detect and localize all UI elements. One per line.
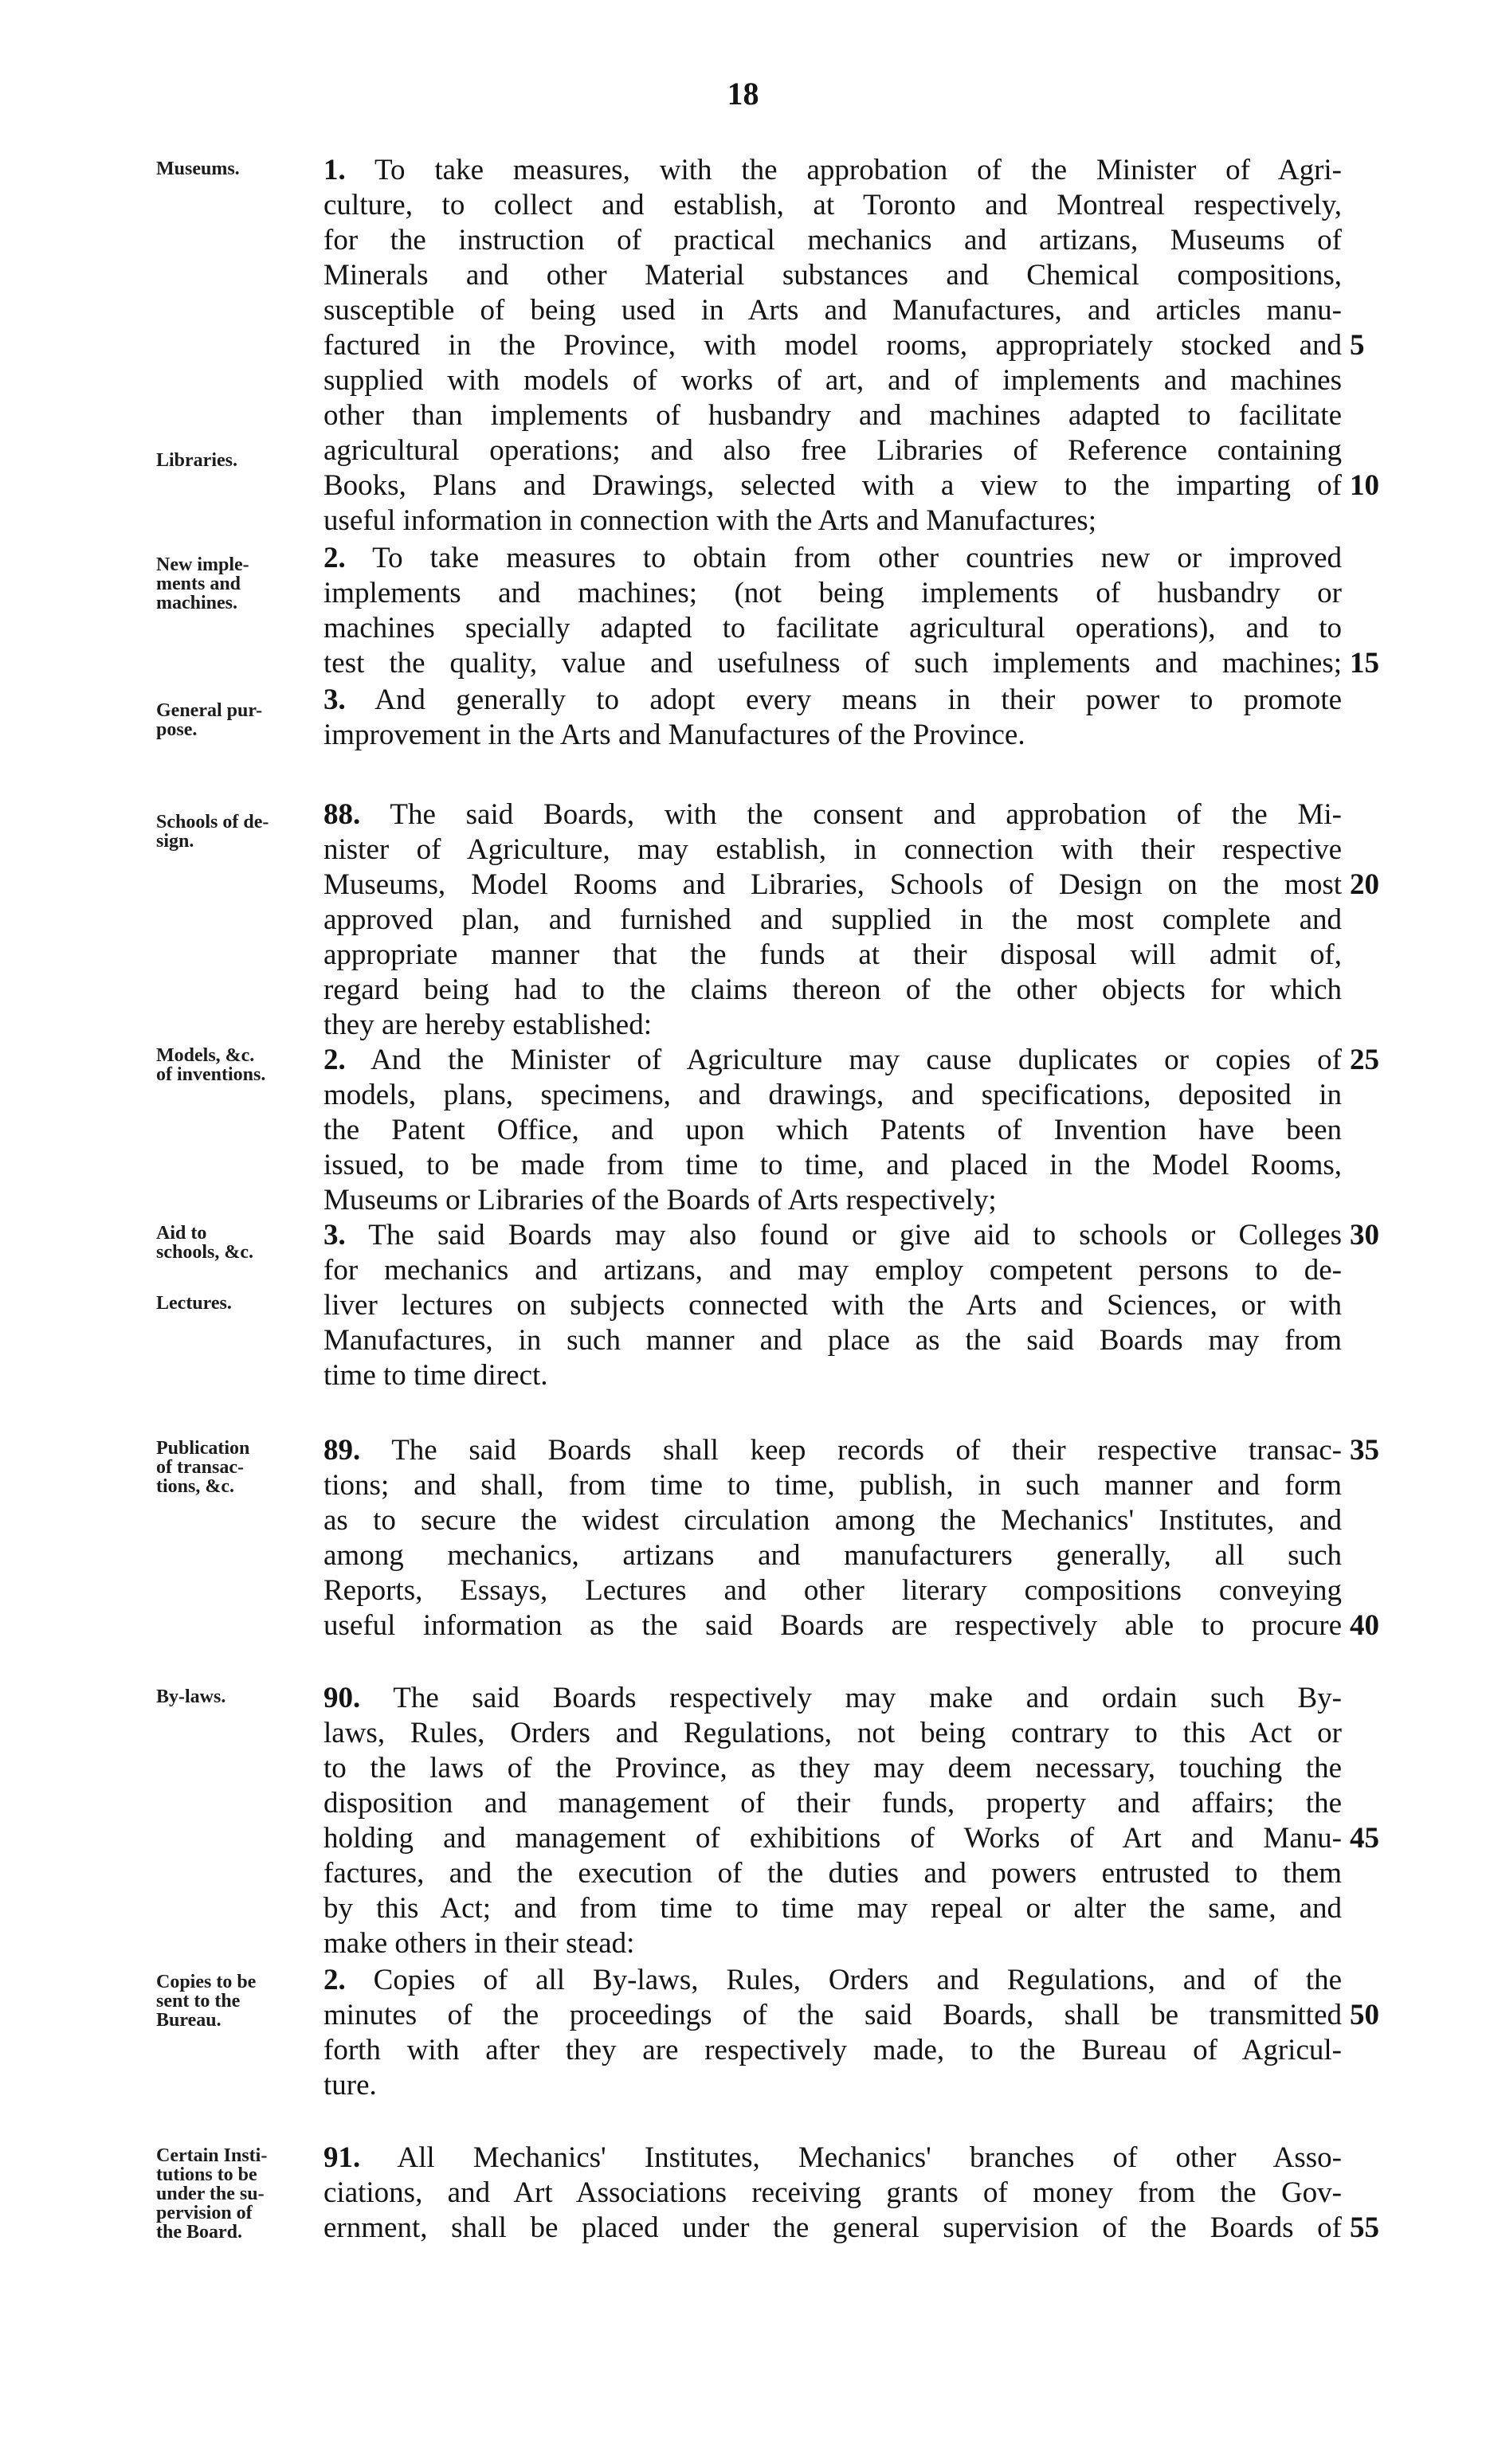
text-line: ciations, and Art Associations receiving grants of money from the Gov- bbox=[323, 2176, 1342, 2209]
text-line: 3. And generally to adopt every means in their power to promote bbox=[323, 684, 1342, 716]
line-number: 50 bbox=[1350, 1999, 1379, 2031]
text-line: 88. The said Boards, with the consent and approbation of the Mi- bbox=[323, 798, 1342, 831]
text-line: forth with after they are respectively made, to the Bureau of Agricul- bbox=[323, 2034, 1342, 2066]
text-line: 3. The said Boards may also found or give aid to schools or Colleges bbox=[323, 1219, 1342, 1252]
text-line: culture, to collect and establish, at Toronto and Montreal respectively, bbox=[323, 189, 1342, 221]
margin-note-general-purpose: General pur- pose. bbox=[156, 700, 263, 740]
line-number: 30 bbox=[1350, 1219, 1379, 1252]
text-line: 90. The said Boards respectively may make and ordain such By- bbox=[323, 1682, 1342, 1714]
line-number: 35 bbox=[1350, 1434, 1379, 1467]
text-line: models, plans, specimens, and drawings, and specifications, deposited in bbox=[323, 1079, 1342, 1111]
text-line: liver lectures on subjects connected with the Arts and Sciences, or with bbox=[323, 1289, 1342, 1322]
line-number: 15 bbox=[1350, 647, 1379, 680]
text-line: time to time direct. bbox=[323, 1359, 548, 1392]
margin-note-museums: Museums. bbox=[156, 159, 240, 179]
text-line: regard being had to the claims thereon of the other objects for which bbox=[323, 973, 1342, 1006]
text-line: for the instruction of practical mechanics and artizans, Museums of bbox=[323, 224, 1342, 257]
text-line: agricultural operations; and also free Libraries of Reference containing bbox=[323, 434, 1342, 467]
line-number: 45 bbox=[1350, 1822, 1379, 1855]
text-line: nister of Agriculture, may establish, in connection with their respective bbox=[323, 833, 1342, 866]
text-line: 1. To take measures, with the approbation of the Minister of Agri- bbox=[323, 154, 1342, 186]
text-line: minutes of the proceedings of the said Boards, shall be transmitted bbox=[323, 1999, 1342, 2031]
text-line: Books, Plans and Drawings, selected with a view to the imparting of bbox=[323, 469, 1342, 502]
text-line: by this Act; and from time to time may repeal or alter the same, and bbox=[323, 1892, 1342, 1925]
line-number: 5 bbox=[1350, 329, 1365, 362]
text-line: useful information as the said Boards are respectively able to procure bbox=[323, 1609, 1342, 1642]
margin-note-lectures: Lectures. bbox=[156, 1293, 232, 1314]
text-line: susceptible of being used in Arts and Manufactures, and articles manu- bbox=[323, 294, 1342, 327]
text-line: improvement in the Arts and Manufactures of the Province. bbox=[323, 719, 1025, 751]
text-line: holding and management of exhibitions of Works of Art and Manu- bbox=[323, 1822, 1342, 1855]
text-line: as to secure the widest circulation among the Mechanics' Institutes, and bbox=[323, 1504, 1342, 1537]
text-line: to the laws of the Province, as they may deem necessary, touching the bbox=[323, 1752, 1342, 1784]
text-line: factured in the Province, with model rooms, appropriately stocked and bbox=[323, 329, 1342, 362]
margin-note-models-of-inventions: Models, &c. of inventions. bbox=[156, 1045, 266, 1085]
text-line: issued, to be made from time to time, and placed in the Model Rooms, bbox=[323, 1149, 1342, 1181]
text-line: Minerals and other Material substances and Chemical compositions, bbox=[323, 259, 1342, 292]
line-number: 40 bbox=[1350, 1609, 1379, 1642]
text-line: for mechanics and artizans, and may employ competent persons to de- bbox=[323, 1254, 1342, 1287]
text-line: 91. All Mechanics' Institutes, Mechanics' branches of other Asso- bbox=[323, 2141, 1343, 2174]
text-line: the Patent Office, and upon which Patents of Invention have been bbox=[323, 1114, 1342, 1146]
margin-note-aid-to-schools: Aid to schools, &c. bbox=[156, 1223, 253, 1263]
margin-note-new-implements: New imple- ments and machines. bbox=[156, 554, 249, 613]
margin-note-libraries: Libraries. bbox=[156, 450, 237, 471]
text-line: Reports, Essays, Lectures and other literary compositions conveying bbox=[323, 1574, 1342, 1607]
text-line: Manufactures, in such manner and place as the said Boards may from bbox=[323, 1324, 1342, 1357]
text-line: ture. bbox=[323, 2069, 377, 2102]
margin-note-by-laws: By-laws. bbox=[156, 1686, 226, 1707]
text-line: ernment, shall be placed under the general supervision of the Boards of bbox=[323, 2211, 1342, 2244]
line-number: 20 bbox=[1350, 868, 1379, 901]
text-line: test the quality, value and usefulness of such implements and machines; bbox=[323, 647, 1342, 680]
text-line: 2. Copies of all By-laws, Rules, Orders and Regulations, and of the bbox=[323, 1964, 1343, 1996]
margin-note-certain-institutions: Certain Insti- tutions to be under the su- pervision of the Board. bbox=[156, 2145, 268, 2243]
line-number: 25 bbox=[1350, 1044, 1379, 1076]
text-line: 89. The said Boards shall keep records of their respective transac- bbox=[323, 1434, 1342, 1467]
text-line: useful information in connection with the Arts and Manufactures; bbox=[323, 504, 1096, 537]
margin-note-copies-to-bureau: Copies to be sent to the Bureau. bbox=[156, 1972, 257, 2031]
text-line: among mechanics, artizans and manufacturers generally, all such bbox=[323, 1539, 1342, 1572]
text-line: Museums or Libraries of the Boards of Arts respectively; bbox=[323, 1184, 997, 1216]
text-line: machines specially adapted to facilitate agricultural operations), and to bbox=[323, 612, 1342, 644]
text-line: 2. To take measures to obtain from other countries new or improved bbox=[323, 542, 1342, 574]
margin-note-publication: Publication of transac- tions, &c. bbox=[156, 1438, 250, 1497]
text-line: supplied with models of works of art, and of implements and machines bbox=[323, 364, 1342, 397]
text-line: other than implements of husbandry and machines adapted to facilitate bbox=[323, 399, 1342, 432]
text-line: laws, Rules, Orders and Regulations, not being contrary to this Act or bbox=[323, 1717, 1342, 1749]
text-line: they are hereby established: bbox=[323, 1009, 652, 1041]
text-line: make others in their stead: bbox=[323, 1927, 635, 1960]
text-line: implements and machines; (not being implements of husbandry or bbox=[323, 577, 1342, 609]
text-line: appropriate manner that the funds at their disposal will admit of, bbox=[323, 938, 1342, 971]
text-line: factures, and the execution of the duties and powers entrusted to them bbox=[323, 1857, 1342, 1890]
page-number: 18 bbox=[727, 76, 759, 112]
margin-note-schools-of-design: Schools of de- sign. bbox=[156, 812, 269, 852]
text-line: approved plan, and furnished and supplied in the most complete and bbox=[323, 903, 1342, 936]
line-number: 55 bbox=[1350, 2211, 1379, 2244]
text-line: Museums, Model Rooms and Libraries, Schools of Design on the most bbox=[323, 868, 1342, 901]
line-number: 10 bbox=[1350, 469, 1379, 502]
text-line: tions; and shall, from time to time, publish, in such manner and form bbox=[323, 1469, 1342, 1502]
text-line: disposition and management of their funds, property and affairs; the bbox=[323, 1787, 1342, 1820]
text-line: 2. And the Minister of Agriculture may cause duplicates or copies of bbox=[323, 1044, 1342, 1076]
